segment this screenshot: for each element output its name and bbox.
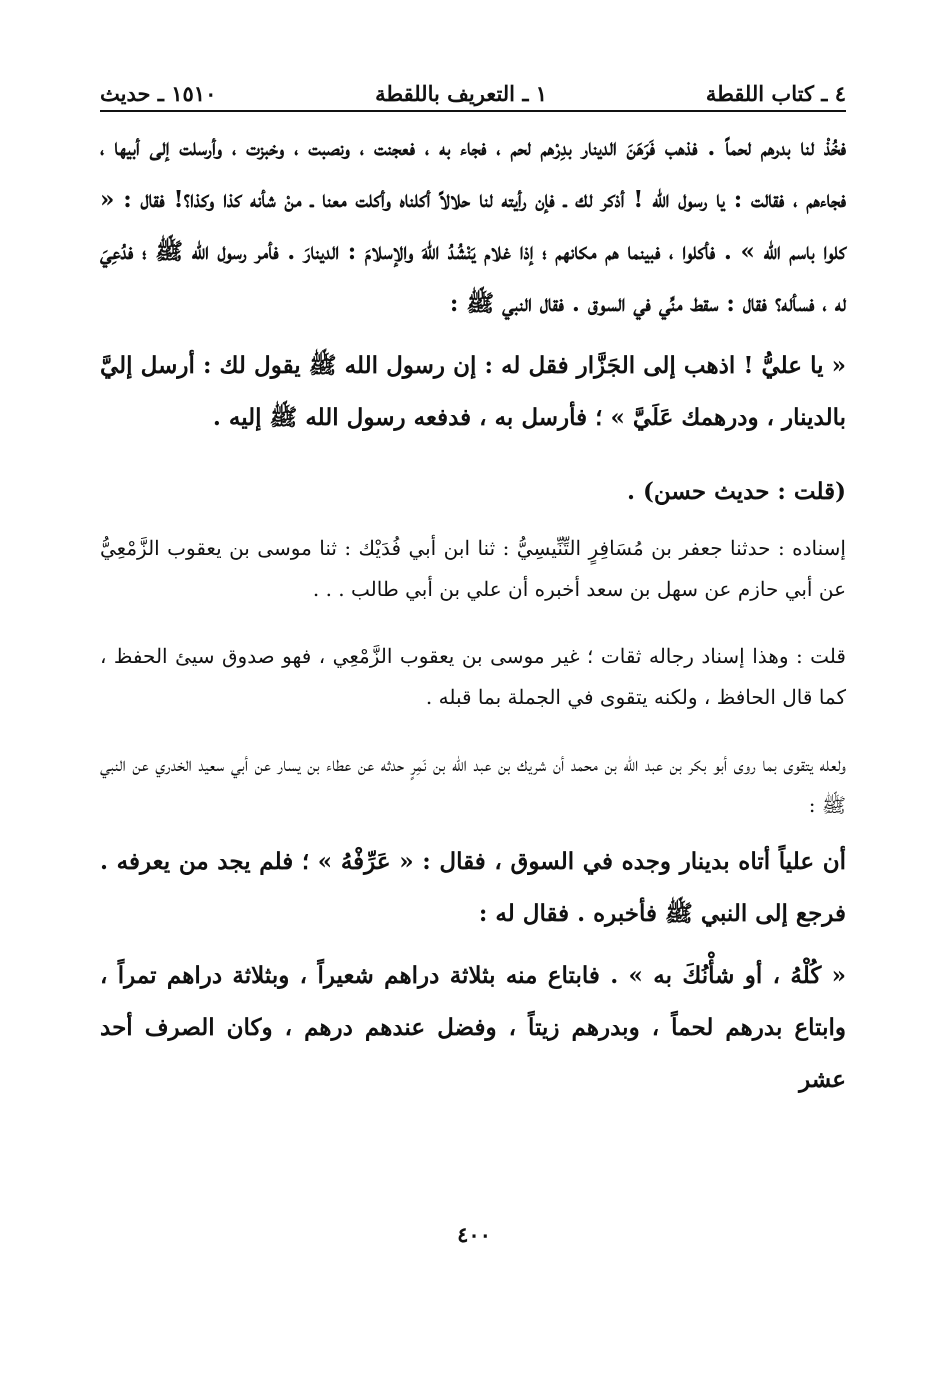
header-book-title: ٤ ـ كتاب اللقطة bbox=[705, 81, 846, 106]
page-number: ٤٠٠ bbox=[457, 1222, 491, 1247]
grading-note: (قلت : حديث حسن) . bbox=[626, 478, 846, 505]
hadith-text-paragraph: أن علياً أتاه بدينار وجده في السوق ، فقال : « عَرِّفْهُ » ؛ فلم يجد من يعرفه . فرجع إلى النبي ﷺ فأخبره . فقال له : bbox=[100, 848, 846, 927]
hadith-text-paragraph: « كُلْهُ ، أو شأْنُكَ به » . فابتاع منه بثلاثة دراهم شعيراً ، وبثلاثة دراهم تمراً ، وابتاع بدرهم لحماً ، وبدرهم زيتاً ، وفضل عندهم درهم ، وكان الصرف أحد عشر bbox=[100, 962, 846, 1093]
hadith-text-paragraph: « يا عليُّ ! اذهب إلى الجَزَّار فقل له : إن رسول الله ﷺ يقول لك : أرسل إليَّ بالدينار ، ودرهمك عَلَيَّ » ؛ فأرسل به ، فدفعه رسول الله ﷺ إليه . bbox=[100, 352, 846, 431]
commentary-paragraph: ولعله يتقوى بما روى أبو بكر بن عبد الله بن محمد أن شريك بن عبد الله بن نَمِرٍ حدثه عن عطاء بن يسار عن أبي سعيد الخدري عن النبي ﷺ : bbox=[100, 752, 846, 817]
header-hadith-number: ١٥١٠ ـ حديث bbox=[100, 81, 217, 106]
book-page bbox=[100, 62, 846, 1335]
hadith-text-paragraph: فخُذْ لنا بدرهم لحماً . فذهب فَرَهَنَ الدينار بدِرْهم لحم ، فجاء به ، فعجنت ، ونصبت ، وخبزت ، وأرسلت إلى أبيها ، فجاءهم ، فقالت : يا رسول الله ! أذكر لك ـ فإن رأيته لنا حلالاً أكلناه وأكلت معنا ـ منْ شأنه كذا وكذا؟! فقال : « كلوا باسم الله » . فأكلوا ، فبينما هم مكانهم ؛ إذا غلام يَنْشُدُ اللهَ والإسلامَ : الدينارَ . فأمر رسول الله ﷺ ؛ فدُعِيَ له ، فسأله؟ فقال : سقط منِّي في السوق . فقال النبي ﷺ : bbox=[100, 134, 846, 317]
header-chapter-title: ١ ـ التعريف باللقطة bbox=[375, 81, 548, 106]
commentary-paragraph: قلت : وهذا إسناد رجاله ثقات ؛ غير موسى بن يعقوب الزَّمْعِي ، فهو صدوق سيئ الحفظ ، كما قال الحافظ ، ولكنه يتقوى في الجملة بما قبله . bbox=[100, 644, 846, 709]
isnad-paragraph: إسناده : حدثنا جعفر بن مُسَافِرٍ التِّنِّيسِيُّ : ثنا ابن أبي فُدَيْك : ثنا موسى بن يعقوب الزَّمْعِيُّ عن أبي حازم عن سهل بن سعد أخبره أن علي بن أبي طالب . . . bbox=[100, 536, 846, 601]
header-divider bbox=[100, 110, 846, 112]
running-header bbox=[100, 62, 846, 106]
